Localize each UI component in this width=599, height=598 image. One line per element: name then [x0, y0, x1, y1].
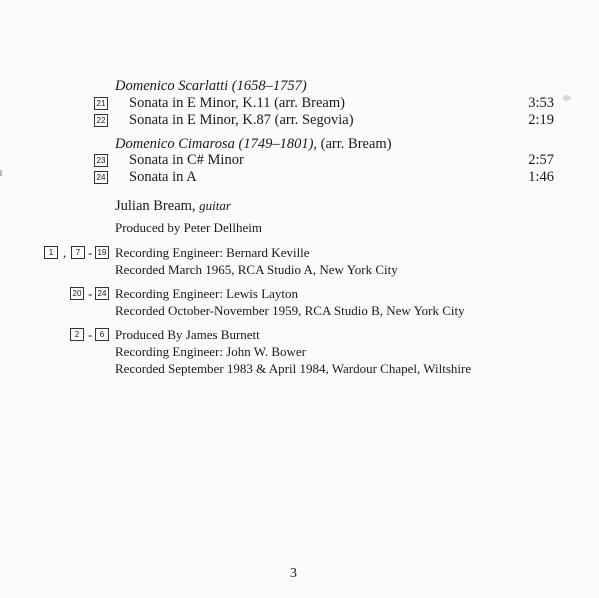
credit-line: Recorded March 1965, RCA Studio A, New York City [115, 262, 398, 277]
track-title: Sonata in E Minor, K.11 (arr. Bream) [129, 95, 345, 111]
track-duration: 2:57 [528, 152, 554, 168]
track-duration: 2:19 [528, 112, 554, 128]
track-duration: 3:53 [528, 95, 554, 111]
track-number-box: 6 [95, 328, 109, 341]
composer-heading-scarlatti [115, 78, 307, 95]
performer-name: Julian Bream, [115, 198, 200, 214]
track-row [94, 112, 554, 129]
producer-line: Produced by Peter Dellheim [115, 220, 262, 235]
credit-line: Produced By James Burnett [115, 327, 260, 342]
ref-separator: , [63, 245, 67, 260]
credit-line: Recording Engineer: Lewis Layton [115, 286, 299, 301]
track-number-box: 1 [44, 246, 58, 259]
composer-extra: (arr. Bream) [317, 136, 392, 152]
composer-name: Domenico Cimarosa (1749–1801), [115, 136, 318, 152]
track-number-box: 24 [94, 171, 108, 184]
credit-line: Recording Engineer: Bernard Keville [115, 245, 310, 260]
track-number-box: 21 [94, 97, 108, 110]
track-row [94, 95, 554, 112]
track-number-box: 20 [70, 287, 84, 300]
track-row [94, 169, 554, 186]
credit-line: Recorded September 1983 & April 1984, Wardour Chapel, Wiltshire [115, 361, 472, 376]
performer-instrument: guitar [199, 198, 231, 213]
track-range-ref [70, 327, 114, 343]
track-title: Sonata in A [129, 169, 197, 185]
track-row [94, 152, 554, 169]
composer-heading-cimarosa [115, 136, 392, 153]
performer-credit [115, 198, 231, 215]
track-number-box: 24 [95, 287, 109, 300]
track-number-box: 7 [71, 246, 85, 259]
track-duration: 1:46 [528, 169, 554, 185]
track-number-box: 22 [94, 114, 108, 127]
track-title: Sonata in C# Minor [129, 152, 244, 168]
page-number: 3 [290, 566, 297, 581]
print-blemish [563, 95, 571, 101]
ref-separator: - [88, 327, 93, 342]
credit-line: Recorded October-November 1959, RCA Studio B, New York City [115, 303, 465, 318]
track-title: Sonata in E Minor, K.87 (arr. Segovia) [129, 112, 354, 128]
track-range-ref [44, 245, 114, 261]
composer-name: Domenico Scarlatti (1658–1757) [115, 78, 307, 94]
edge-mark [0, 170, 2, 176]
ref-separator: - [88, 286, 93, 301]
ref-separator: - [88, 245, 93, 260]
track-range-ref [70, 286, 114, 302]
track-number-box: 23 [94, 154, 108, 167]
track-number-box: 2 [70, 328, 84, 341]
track-number-box: 19 [95, 246, 109, 259]
credit-line: Recording Engineer: John W. Bower [115, 344, 306, 359]
